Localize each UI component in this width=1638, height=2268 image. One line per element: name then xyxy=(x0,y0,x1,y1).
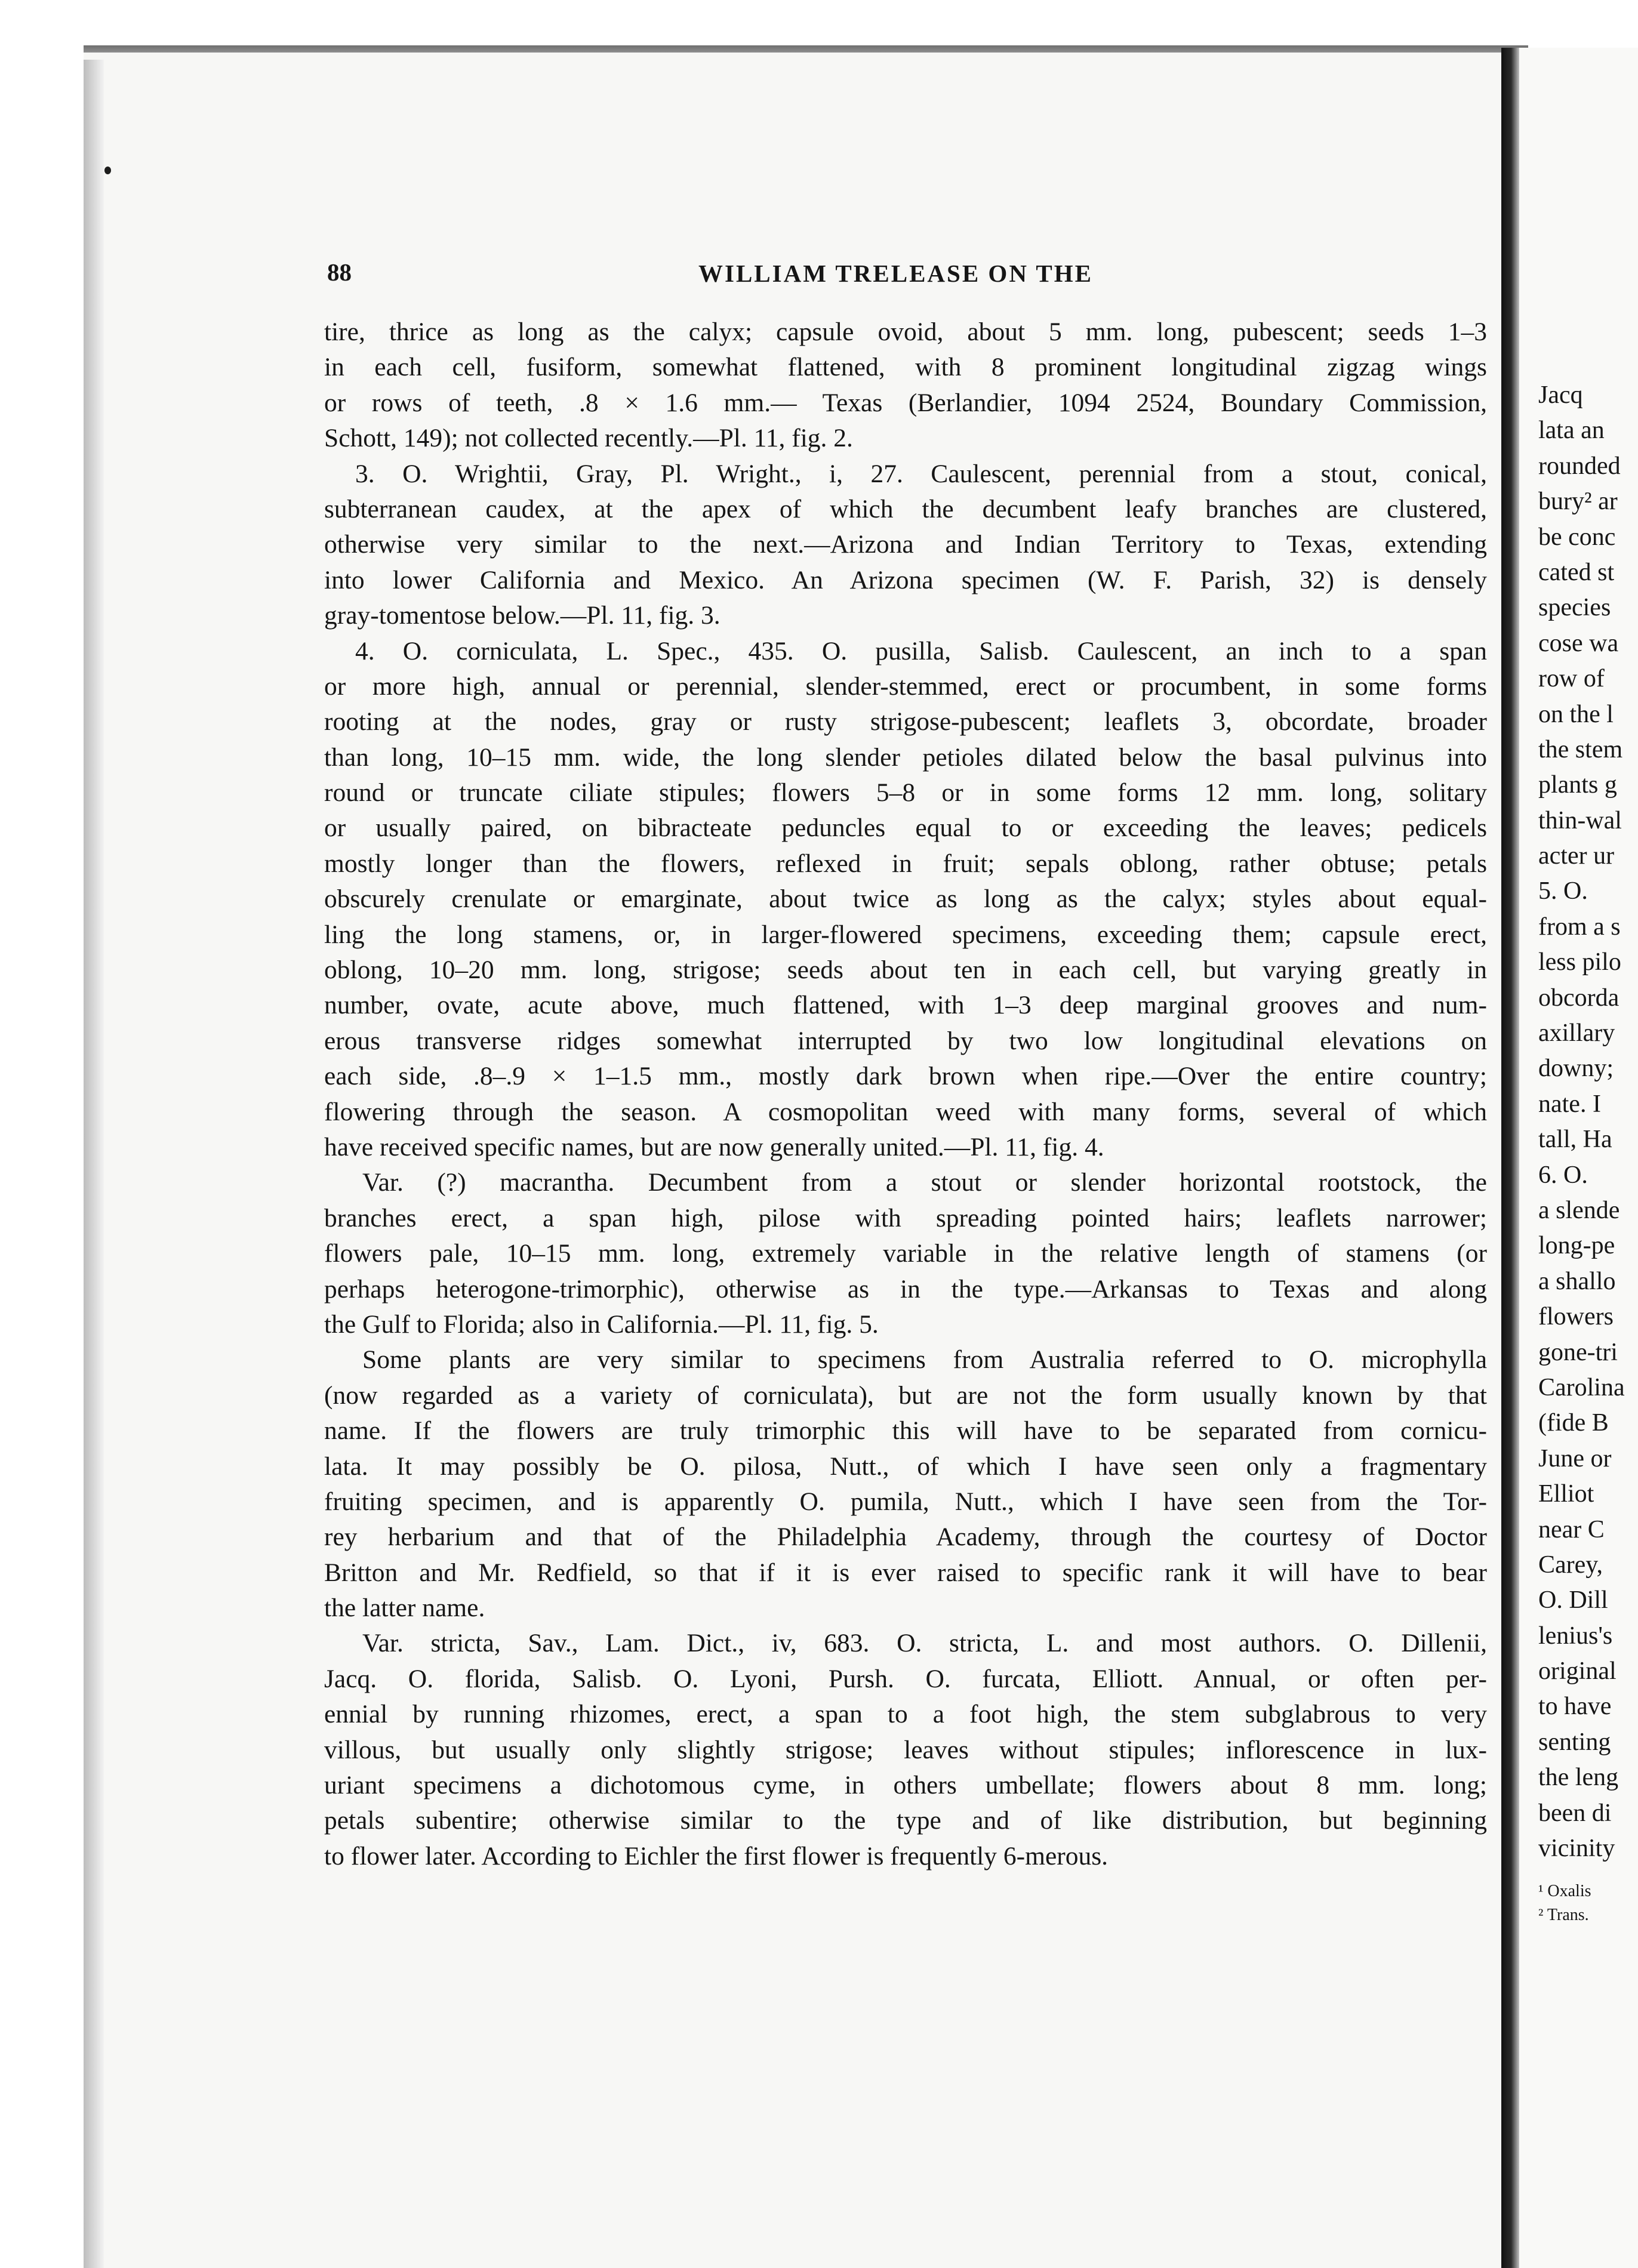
adjacent-line: a slende xyxy=(1538,1196,1620,1224)
adjacent-line: Elliot xyxy=(1538,1480,1594,1508)
text-line: villous, but usually only slightly strigose; leaves without stipules; inflorescence in lux- xyxy=(324,1735,1487,1764)
adjacent-line: Carey, xyxy=(1538,1551,1603,1579)
adjacent-line: the stem xyxy=(1538,735,1623,763)
text-line: Schott, 149); not collected recently.—Pl. 11, fig. 2. xyxy=(324,424,853,453)
text-line: to flower later. According to Eichler the first flower is frequently 6-merous. xyxy=(324,1841,1109,1871)
text-line: Var. stricta, Sav., Lam. Dict., iv, 683. O. stricta, L. and most authors. O. Dillenii, xyxy=(362,1629,1487,1658)
adjacent-line: be conc xyxy=(1538,523,1616,551)
adjacent-page-text xyxy=(1538,378,1638,1925)
text-line: petals subentire; otherwise similar to the type and of like distribution, but beginning xyxy=(324,1806,1487,1835)
adjacent-line: acter ur xyxy=(1538,842,1615,870)
text-line: (now regarded as a variety of corniculata), but are not the form usually known by that xyxy=(324,1380,1487,1410)
adjacent-line: cose wa xyxy=(1538,629,1619,657)
text-line: flowers pale, 10–15 mm. long, extremely variable in the relative length of stamens (or xyxy=(324,1239,1487,1268)
running-head: WILLIAM TRELEASE ON THE xyxy=(698,260,1094,287)
text-line: than long, 10–15 mm. wide, the long slender petioles dilated below the basal pulvinus into xyxy=(324,742,1487,772)
text-line: the Gulf to Florida; also in California.—Pl. 11, fig. 5. xyxy=(324,1309,879,1339)
text-line: subterranean caudex, at the apex of which the decumbent leafy branches are clustered, xyxy=(324,494,1487,523)
adjacent-line: O. Dill xyxy=(1538,1586,1608,1614)
adjacent-line: original xyxy=(1538,1657,1617,1685)
adjacent-line: rounded xyxy=(1538,452,1621,480)
ink-speck xyxy=(104,167,111,174)
adjacent-footnote: ¹ Oxalis xyxy=(1538,1882,1591,1901)
adjacent-line: Carolina xyxy=(1538,1373,1625,1401)
adjacent-line: been di xyxy=(1538,1799,1612,1827)
text-line: round or truncate ciliate stipules; flowers 5–8 or in some forms 12 mm. long, solitary xyxy=(324,778,1487,808)
adjacent-footnotes xyxy=(1538,1879,1638,1925)
text-line: obscurely crenulate or emarginate, about twice as long as the calyx; styles about equal- xyxy=(324,885,1487,914)
text-line: mostly longer than the flowers, reflexed in fruit; sepals oblong, rather obtuse; petals xyxy=(324,849,1487,878)
adjacent-line: cated st xyxy=(1538,558,1615,586)
adjacent-line: gone-tri xyxy=(1538,1338,1618,1366)
adjacent-line: the leng xyxy=(1538,1764,1619,1792)
scan-shadow-left xyxy=(84,60,104,2268)
text-line: each side, .8–.9 × 1–1.5 mm., mostly dark brown when ripe.—Over the entire country; xyxy=(324,1062,1487,1091)
adjacent-line: tall, Ha xyxy=(1538,1126,1612,1154)
text-line: or rows of teeth, .8 × 1.6 mm.— Texas (Berlandier, 1094 2524, Boundary Commission, xyxy=(324,388,1487,417)
page-header xyxy=(327,258,1485,294)
adjacent-line: 5. O. xyxy=(1538,877,1588,905)
text-line: erous transverse ridges somewhat interrupted by two low longitudinal elevations on xyxy=(324,1026,1487,1055)
adjacent-line: near C xyxy=(1538,1515,1605,1543)
adjacent-line: lenius's xyxy=(1538,1622,1613,1650)
adjacent-line: nate. I xyxy=(1538,1090,1601,1118)
adjacent-line: obcorda xyxy=(1538,984,1619,1012)
text-line: branches erect, a span high, pilose with spreading pointed hairs; leaflets narrower; xyxy=(324,1203,1487,1232)
text-line: Jacq. O. florida, Salisb. O. Lyoni, Pursh. O. furcata, Elliott. Annual, or often per- xyxy=(324,1664,1487,1693)
text-line: rooting at the nodes, gray or rusty strigose-pubescent; leaflets 3, obcordate, broader xyxy=(324,707,1487,737)
adjacent-line: species xyxy=(1538,594,1611,622)
page-gutter xyxy=(1501,48,1519,2268)
text-line: number, ovate, acute above, much flattened, with 1–3 deep marginal grooves and num- xyxy=(324,991,1487,1020)
text-line: in each cell, fusiform, somewhat flattened, with 8 prominent longitudinal zigzag wings xyxy=(324,353,1487,382)
adjacent-line: lata an xyxy=(1538,417,1605,445)
adjacent-line: senting xyxy=(1538,1728,1611,1756)
text-line: name. If the flowers are truly trimorphic this will have to be separated from cornicu- xyxy=(324,1416,1487,1446)
text-line: gray-tomentose below.—Pl. 11, fig. 3. xyxy=(324,601,721,630)
adjacent-line: (fide B xyxy=(1538,1409,1609,1437)
text-line: 3. O. Wrightii, Gray, Pl. Wright., i, 27. Caulescent, perennial from a stout, conical, xyxy=(355,459,1487,488)
adjacent-line: on the l xyxy=(1538,700,1614,728)
text-line: tire, thrice as long as the calyx; capsule ovoid, about 5 mm. long, pubescent; seeds 1–3 xyxy=(324,318,1487,346)
adjacent-line: thin-wal xyxy=(1538,806,1622,834)
text-line: lata. It may possibly be O. pilosa, Nutt., of which I have seen only a fragmentary xyxy=(324,1452,1487,1481)
text-line: oblong, 10–20 mm. long, strigose; seeds about ten in each cell, but varying greatly in xyxy=(324,956,1487,985)
adjacent-line: vicinity xyxy=(1538,1835,1615,1863)
adjacent-line: long-pe xyxy=(1538,1232,1615,1260)
text-line: flowering through the season. A cosmopolitan weed with many forms, several of which xyxy=(324,1097,1487,1126)
text-line: Var. (?) macrantha. Decumbent from a stout or slender horizontal rootstock, the xyxy=(362,1168,1487,1197)
text-line: rey herbarium and that of the Philadelphia Academy, through the courtesy of Doctor xyxy=(324,1523,1487,1552)
adjacent-line: flowers xyxy=(1538,1303,1614,1331)
text-line: otherwise very similar to the next.—Arizona and Indian Territory to Texas, extending xyxy=(324,530,1487,559)
adjacent-line: less pilo xyxy=(1538,948,1621,976)
adjacent-line: downy; xyxy=(1538,1055,1614,1083)
text-line: fruiting specimen, and is apparently O. pumila, Nutt., which I have seen from the Tor- xyxy=(324,1487,1487,1516)
text-line: ling the long stamens, or, in larger-flowered specimens, exceeding them; capsule erect, xyxy=(324,920,1487,949)
adjacent-line: plants g xyxy=(1538,771,1617,799)
page-number: 88 xyxy=(327,258,352,286)
adjacent-line: row of xyxy=(1538,665,1605,693)
text-line: uriant specimens a dichotomous cyme, in others umbellate; flowers about 8 mm. long; xyxy=(324,1771,1487,1800)
text-line: Britton and Mr. Redfield, so that if it is ever raised to specific rank it will have to bear xyxy=(324,1558,1487,1587)
adjacent-page-fragment xyxy=(1501,48,1638,2268)
text-line: perhaps heterogone-trimorphic), otherwise as in the type.—Arkansas to Texas and along xyxy=(324,1274,1487,1304)
adjacent-line: bury² ar xyxy=(1538,488,1618,516)
adjacent-line: axillary xyxy=(1538,1019,1615,1047)
text-line: or more high, annual or perennial, slender-stemmed, erect or procumbent, in some forms xyxy=(324,671,1487,701)
adjacent-footnote: ² Trans. xyxy=(1538,1906,1589,1925)
adjacent-line: to have xyxy=(1538,1693,1612,1721)
body-text xyxy=(324,315,1487,1874)
text-line: Some plants are very similar to specimens from Australia referred to O. microphylla xyxy=(362,1345,1487,1375)
text-line: into lower California and Mexico. An Arizona specimen (W. F. Parish, 32) is densely xyxy=(324,565,1487,594)
text-line: ennial by running rhizomes, erect, a span to a foot high, the stem subglabrous to very xyxy=(324,1700,1487,1729)
text-line: have received specific names, but are now generally united.—Pl. 11, fig. 4. xyxy=(324,1132,1104,1161)
adjacent-line: Jacq xyxy=(1538,381,1583,409)
adjacent-line: 6. O. xyxy=(1538,1161,1588,1189)
text-line: or usually paired, on bibracteate peduncles equal to or exceeding the leaves; pedicels xyxy=(324,813,1487,843)
text-line: 4. O. corniculata, L. Spec., 435. O. pusilla, Salisb. Caulescent, an inch to a span xyxy=(355,636,1487,665)
adjacent-line: from a s xyxy=(1538,913,1621,941)
adjacent-line: a shallo xyxy=(1538,1267,1616,1295)
adjacent-line: June or xyxy=(1538,1444,1612,1472)
text-line: the latter name. xyxy=(324,1594,485,1623)
